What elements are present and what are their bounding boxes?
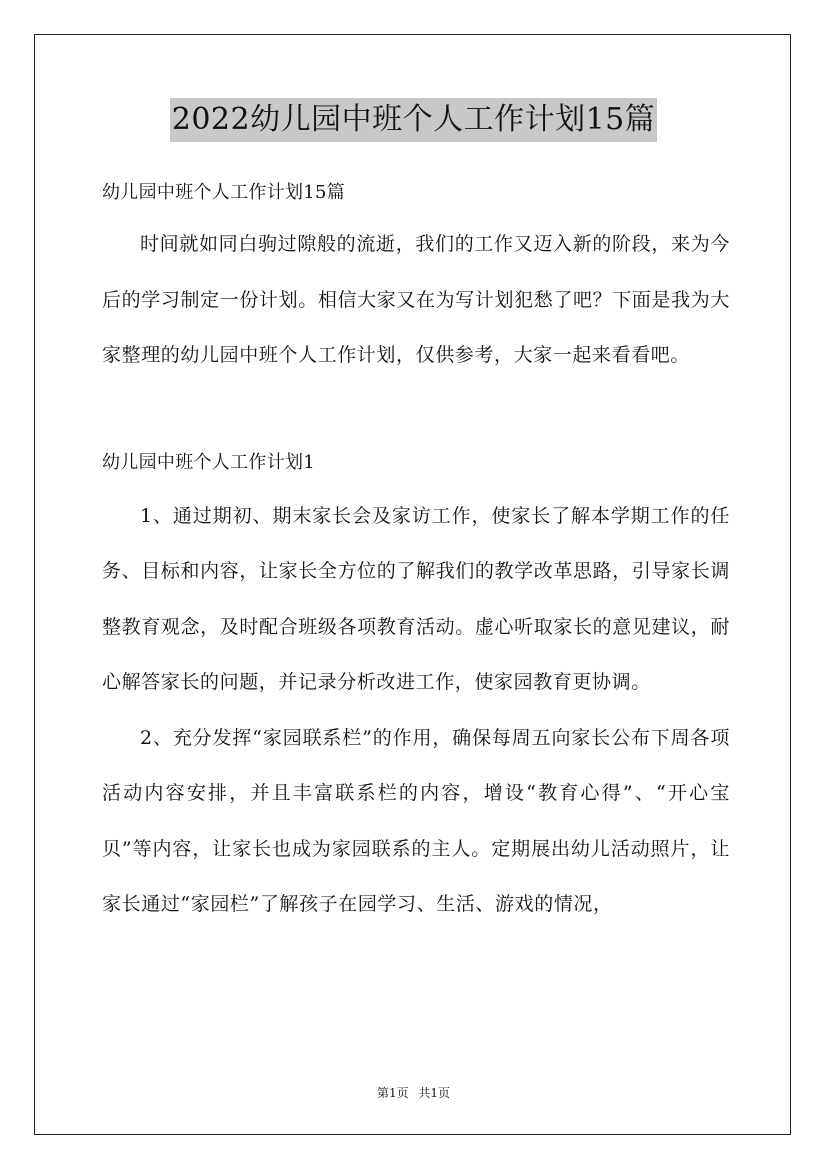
title-container bbox=[0, 98, 827, 142]
document-title: 2022幼儿园中班个人工作计划15篇 bbox=[170, 98, 658, 142]
document-body bbox=[102, 178, 730, 933]
page-total: 共1页 bbox=[418, 1086, 451, 1100]
body-paragraph-2: 2、充分发挥“家园联系栏”的作用，确保每周五向家长公布下周各项活动内容安排，并且丰富联系栏的内容，增设“教育心得”、“开心宝贝”等内容，让家长也成为家园联系的主人。定期展出幼儿活动照片，让家长通过“家园栏”了解孩子在园学习、生活、游戏的情况， bbox=[102, 726, 730, 915]
page-number: 第1页 bbox=[376, 1086, 409, 1100]
intro-paragraph: 时间就如同白驹过隙般的流逝，我们的工作又迈入新的阶段，来为今后的学习制定一份计划。相信大家又在为写计划犯愁了吧？下面是我为大家整理的幼儿园中班个人工作计划，仅供参考，大家一起来看看吧。 bbox=[102, 233, 730, 366]
page-footer bbox=[0, 1085, 827, 1101]
document-subtitle: 幼儿园中班个人工作计划15篇 bbox=[102, 182, 346, 203]
body-paragraph-1: 1、通过期初、期末家长会及家访工作，使家长了解本学期工作的任务、目标和内容，让家长全方位的了解我们的教学改革思路，引导家长调整教育观念，及时配合班级各项教育活动。虚心听取家长的意见建议，耐心解答家长的问题，并记录分析改进工作，使家园教育更协调。 bbox=[102, 504, 730, 693]
section-heading: 幼儿园中班个人工作计划1 bbox=[102, 451, 316, 473]
